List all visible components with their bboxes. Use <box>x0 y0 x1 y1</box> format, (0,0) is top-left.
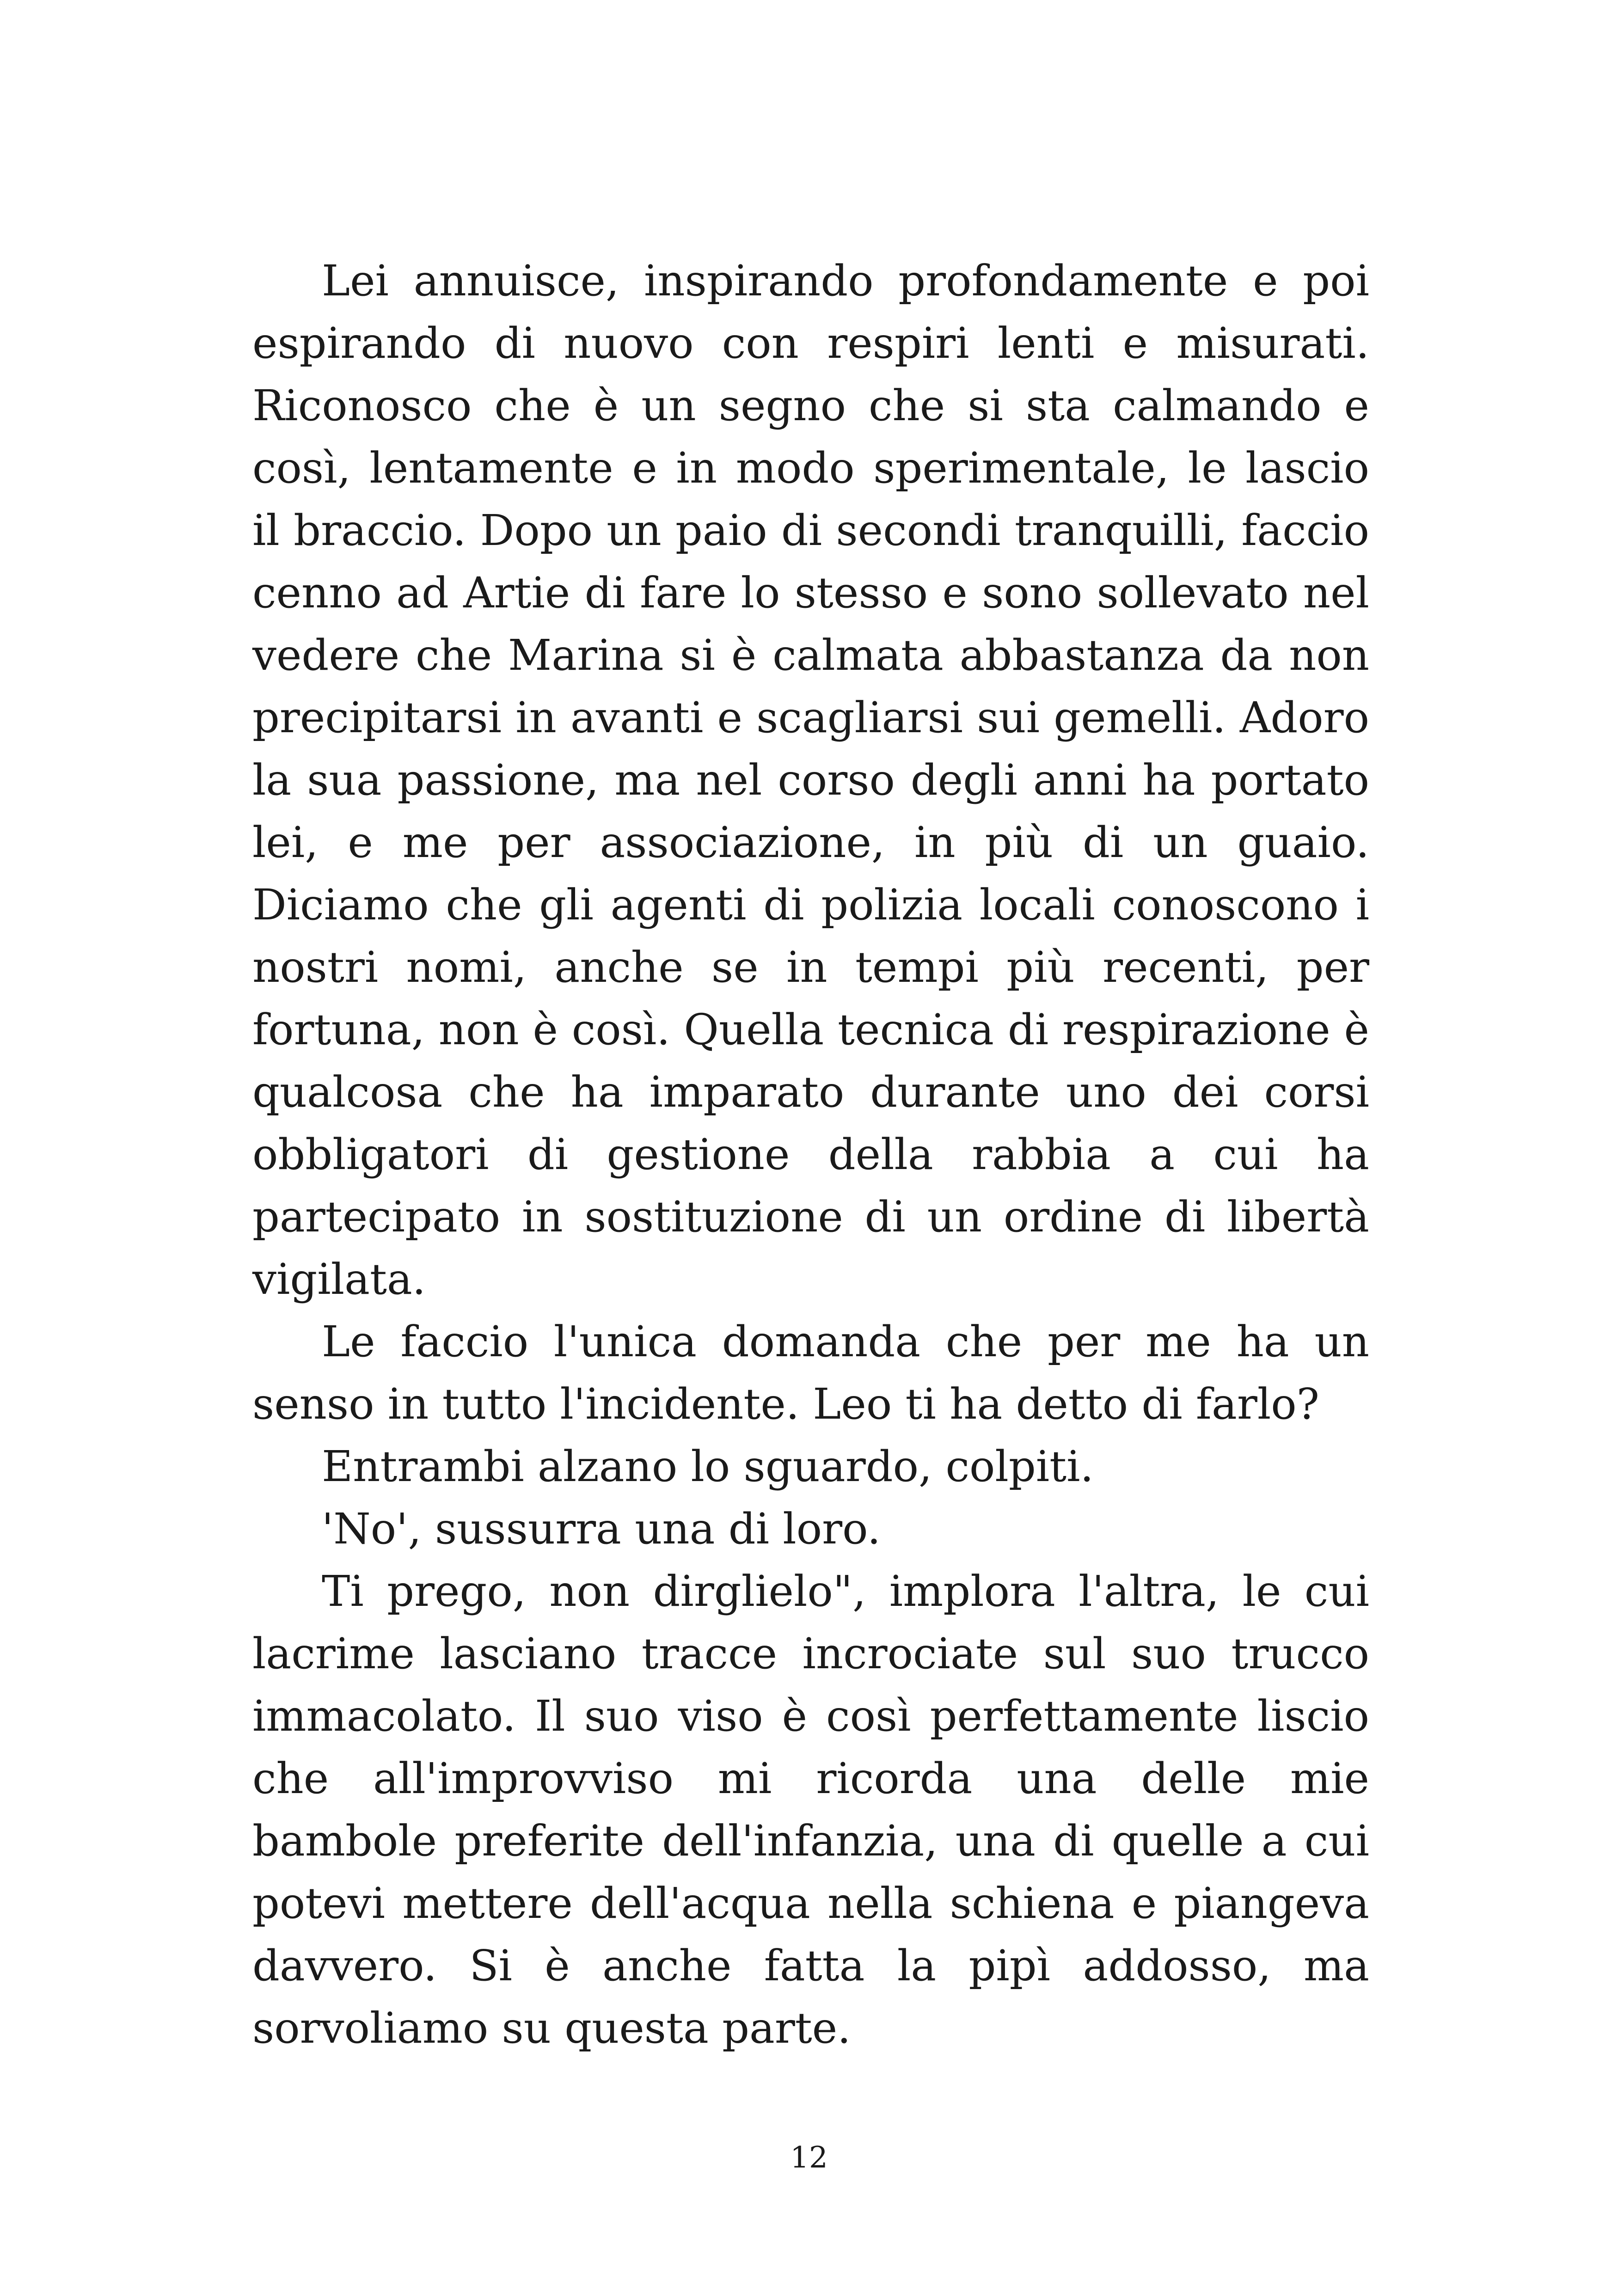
body-text <box>252 250 1369 2059</box>
paragraph: Le faccio l'unica domanda che per me ha un senso in tutto l'incidente. Leo ti ha detto di farlo? <box>252 1317 1369 1429</box>
paragraph: Ti prego, non dirglielo", implora l'altra, le cui lacrime lasciano tracce incrociate sul suo trucco immacolato. Il suo viso è così perfettamente liscio che all'improvviso mi ricorda una delle mie bambole preferite dell'infanzia, una di quelle a cui potevi mettere dell'acqua nella schiena e piangeva davvero. Si è anche fatta la pipì addosso, ma sorvoliamo su questa parte. <box>252 1567 1369 2053</box>
page-number: 12 <box>790 2141 828 2175</box>
paragraph: Entrambi alzano lo sguardo, colpiti. <box>322 1442 1094 1491</box>
paragraph: Lei annuisce, inspirando profondamente e poi espirando di nuovo con respiri lenti e misurati. Riconosco che è un segno che si sta calmando e così, lentamente e in modo sperimentale, le lascio il braccio. Dopo un paio di secondi tranquilli, faccio cenno ad Artie di fare lo stesso e sono sollevato nel vedere che Marina si è calmata abbastanza da non precipitarsi in avanti e scagliarsi sui gemelli. Adoro la sua passione, ma nel corso degli anni ha portato lei, e me per associazione, in più di un guaio. Diciamo che gli agenti di polizia locali conoscono i nostri nomi, anche se in tempi più recenti, per fortuna, non è così. Quella tecnica di respirazione è qualcosa che ha imparato durante uno dei corsi obbligatori di gestione della rabbia a cui ha partecipato in sostituzione di un ordine di libertà vigilata. <box>252 256 1369 1304</box>
paragraph: 'No', sussurra una di loro. <box>322 1504 881 1554</box>
